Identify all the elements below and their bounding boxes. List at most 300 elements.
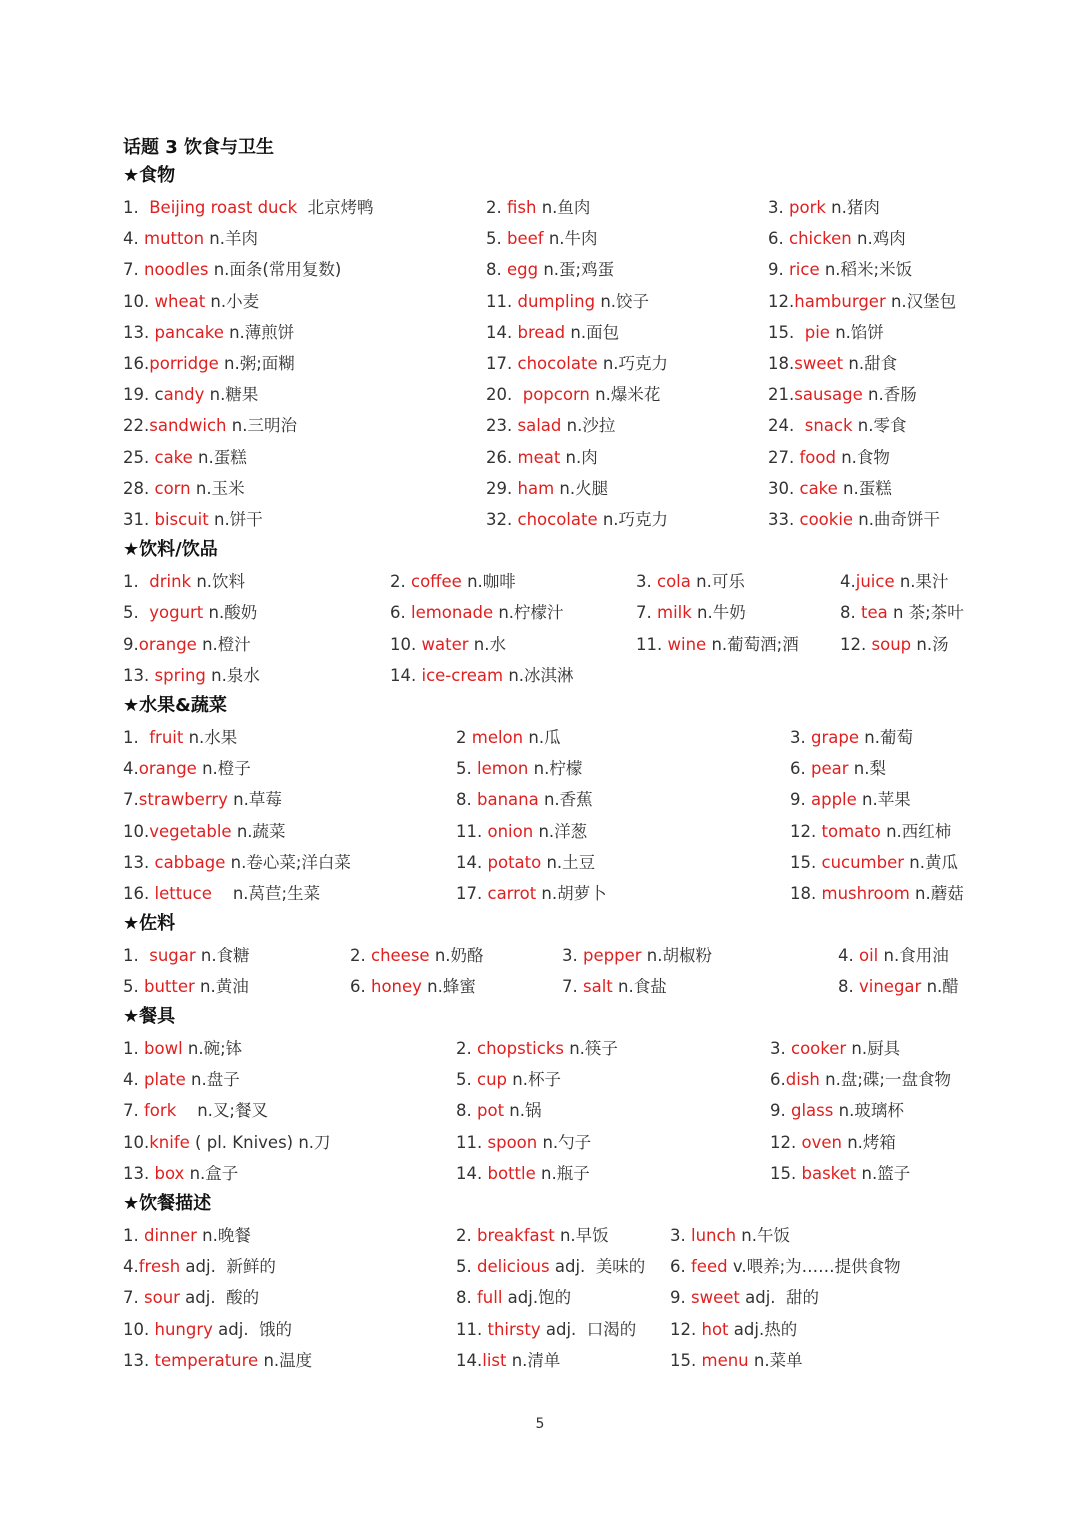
vocab-item <box>123 320 294 346</box>
vocab-meaning: n.烤箱 <box>841 1132 896 1152</box>
vocab-number: 8. <box>456 1101 477 1121</box>
vocab-item <box>768 476 892 502</box>
vocab-meaning: n.面条(常用复数) <box>208 260 342 280</box>
vocab-meaning: n.食盐 <box>612 977 667 997</box>
vocab-number: 23. <box>486 416 518 436</box>
vocab-item <box>790 756 886 782</box>
vocab-word: apple <box>811 790 857 810</box>
vocab-meaning: n.卷心菜;洋白菜 <box>225 852 351 872</box>
vocab-word: mutton <box>144 229 205 249</box>
vocab-meaning: n.碗;钵 <box>182 1039 243 1058</box>
vocab-meaning: adj. 甜的 <box>739 1288 820 1308</box>
section-heading: ★水果&蔬菜 <box>123 695 227 716</box>
vocab-meaning: n.面包 <box>565 322 620 342</box>
vocab-word: pear <box>811 759 849 779</box>
vocab-meaning: n.食用油 <box>878 946 949 965</box>
vocab-meaning: n.香蕉 <box>538 790 593 810</box>
vocab-meaning: n.爆米花 <box>589 385 661 405</box>
vocab-meaning: n.粥;面糊 <box>218 354 295 373</box>
vocab-word: full <box>477 1288 503 1308</box>
vocab-number: 2. <box>486 198 507 217</box>
vocab-item <box>670 1348 803 1374</box>
vocab-word: chopsticks <box>477 1039 564 1058</box>
vocab-item <box>768 382 917 408</box>
vocab-number: 7. <box>636 603 657 623</box>
vocab-meaning: n.果汁 <box>894 572 949 591</box>
vocab-meaning: n.葡萄酒;酒 <box>706 634 799 654</box>
vocab-meaning: n.羊肉 <box>204 229 258 249</box>
vocab-word: noodles <box>144 260 209 280</box>
vocab-number: 19. c <box>123 385 164 405</box>
vocab-item <box>840 600 964 626</box>
vocab-meaning: n.厨具 <box>846 1039 901 1058</box>
vocab-number: 13. <box>123 322 155 342</box>
vocab-item <box>456 1067 561 1093</box>
vocab-number: 11. <box>486 291 518 311</box>
vocab-word: glass <box>791 1101 834 1121</box>
vocab-meaning: n.香肠 <box>862 385 917 405</box>
vocab-number: 31. <box>123 510 155 529</box>
vocab-meaning: n.杯子 <box>507 1070 561 1090</box>
vocab-meaning: n.清单 <box>506 1350 561 1370</box>
vocab-item <box>790 787 911 813</box>
vocab-meaning: n.冰淇淋 <box>503 666 574 686</box>
vocab-meaning: n.水 <box>468 634 506 654</box>
vocab-item <box>838 943 949 969</box>
vocab-word: dish <box>785 1070 820 1090</box>
vocab-word: bowl <box>144 1039 183 1058</box>
vocab-item <box>123 413 297 439</box>
vocab-meaning: n.葡萄 <box>859 728 913 747</box>
vocab-meaning: n.肉 <box>560 447 598 467</box>
vocab-item <box>123 195 374 221</box>
vocab-item <box>123 569 245 595</box>
vocab-word: vinegar <box>859 977 922 997</box>
vocab-item <box>350 943 484 969</box>
vocab-item <box>790 850 958 876</box>
vocab-number: 11. <box>456 1319 488 1339</box>
vocab-word: menu <box>701 1350 749 1370</box>
vocab-item <box>770 1130 896 1156</box>
vocab-number: 4. <box>840 572 856 591</box>
vocab-meaning: 北京烤鸭 <box>297 198 374 217</box>
vocab-word: ham <box>517 478 555 498</box>
vocab-meaning: n.曲奇饼干 <box>853 510 941 529</box>
vocab-word: cooker <box>791 1039 847 1058</box>
vocab-item <box>123 351 295 377</box>
vocab-number: 26. <box>486 447 518 467</box>
vocab-meaning: n.西红柿 <box>880 821 952 841</box>
vocab-meaning: adj.热的 <box>728 1319 798 1339</box>
vocab-item <box>456 1036 618 1062</box>
vocab-meaning: n.橙子 <box>196 759 251 779</box>
vocab-item <box>123 1317 292 1343</box>
vocab-number: 29. <box>486 478 518 498</box>
vocab-meaning: adj. 美味的 <box>549 1257 646 1277</box>
vocab-item <box>456 1223 609 1249</box>
vocab-number: 6. <box>790 759 811 779</box>
vocab-number: 11. <box>456 1132 488 1152</box>
vocab-word: corn <box>154 478 191 498</box>
vocab-word: bottle <box>487 1163 536 1183</box>
vocab-meaning: n.柠檬汁 <box>493 603 564 623</box>
vocab-word: knife <box>149 1132 190 1152</box>
vocab-word: melon <box>471 728 524 747</box>
vocab-number: 6. <box>770 1070 786 1090</box>
vocab-meaning: adj. 口渴的 <box>540 1319 637 1339</box>
vocab-number: 5. <box>456 759 477 779</box>
vocab-meaning: n.蔬菜 <box>231 821 286 841</box>
vocab-word: spoon <box>487 1132 538 1152</box>
vocab-meaning: n.牛肉 <box>543 229 598 249</box>
vocab-meaning: n.玻璃杯 <box>833 1101 904 1121</box>
vocab-word: drink <box>149 572 192 591</box>
vocab-word: box <box>154 1163 185 1183</box>
vocab-meaning: n.醋 <box>921 977 959 997</box>
vocab-word: cake <box>799 478 838 498</box>
vocab-number: 2. <box>456 1039 477 1058</box>
vocab-item <box>123 663 260 689</box>
vocab-meaning: n.黄瓜 <box>904 852 958 872</box>
vocab-meaning: ( pl. Knives) n.刀 <box>189 1132 331 1152</box>
vocab-number: 1. <box>123 198 150 217</box>
vocab-item <box>768 226 906 252</box>
vocab-word: honey <box>371 977 422 997</box>
vocab-number: 1. <box>123 946 150 965</box>
vocab-meaning: n.鸡肉 <box>851 229 906 249</box>
vocab-word: beef <box>507 229 544 249</box>
vocab-word: hamburger <box>794 291 886 311</box>
vocab-meaning: n.盘;碟;一盘食物 <box>819 1070 951 1090</box>
vocab-number: 2 <box>456 728 472 747</box>
vocab-number: 32. <box>486 510 518 529</box>
vocab-item <box>390 663 574 689</box>
vocab-item <box>770 1067 951 1093</box>
vocab-number: 15. <box>790 852 822 872</box>
vocab-meaning: n.食物 <box>835 447 890 467</box>
vocab-word: ice-cream <box>421 666 504 686</box>
vocab-item <box>486 195 590 221</box>
vocab-meaning: n.猪肉 <box>825 198 880 217</box>
vocab-meaning: n.糖果 <box>204 385 259 405</box>
vocab-meaning: n.盘子 <box>185 1070 240 1090</box>
vocab-item <box>768 320 884 346</box>
vocab-meaning: adj. 酸的 <box>179 1288 260 1308</box>
vocab-meaning: n.食糖 <box>195 946 250 965</box>
section-heading: ★佐料 <box>123 913 176 934</box>
vocab-meaning: n.晚餐 <box>196 1226 251 1245</box>
vocab-word: lemon <box>477 759 529 779</box>
vocab-item <box>123 850 351 876</box>
vocab-item <box>123 787 282 813</box>
vocab-item <box>768 413 906 439</box>
vocab-number: 1. <box>123 572 150 591</box>
vocab-number: 9. <box>790 790 811 810</box>
vocab-word: rice <box>789 260 820 280</box>
vocab-meaning: n.稻米;米饭 <box>819 260 913 280</box>
vocab-item <box>123 226 258 252</box>
vocab-number: 30. <box>768 478 800 498</box>
vocab-meaning: n.温度 <box>258 1350 313 1370</box>
vocab-word: dinner <box>144 1226 197 1245</box>
vocab-number: 15. <box>768 322 805 342</box>
vocab-word: pie <box>804 322 830 342</box>
vocab-meaning: n.饮料 <box>191 572 246 591</box>
vocab-meaning: adj. 饿的 <box>212 1319 293 1339</box>
vocab-word: plate <box>144 1070 186 1090</box>
vocab-meaning: n.蜂蜜 <box>421 977 476 997</box>
vocab-meaning: n.蛋糕 <box>192 447 247 467</box>
vocab-meaning: n.三明治 <box>226 416 297 436</box>
vocab-word: cake <box>154 447 193 467</box>
vocab-item <box>670 1285 819 1311</box>
vocab-meaning: n.沙拉 <box>561 416 616 436</box>
vocab-item <box>123 507 263 533</box>
vocab-number: 12. <box>670 1319 702 1339</box>
vocab-number: 15. <box>770 1163 802 1183</box>
vocab-item <box>456 1285 571 1311</box>
vocab-meaning: n.巧克力 <box>597 354 669 373</box>
vocab-item <box>486 289 649 315</box>
vocab-item <box>456 850 595 876</box>
vocab-number: 6. <box>390 603 411 623</box>
vocab-word: cheese <box>371 946 430 965</box>
vocab-number: 11. <box>636 634 668 654</box>
vocab-number: 14. <box>486 322 518 342</box>
vocab-word: sweet <box>794 354 844 373</box>
vocab-item <box>768 445 890 471</box>
vocab-number: 14. <box>456 1163 488 1183</box>
vocab-word: basket <box>801 1163 857 1183</box>
vocab-item <box>770 1098 904 1124</box>
vocab-word: salt <box>583 977 613 997</box>
vocab-meaning: n.叉;餐叉 <box>176 1101 268 1121</box>
vocab-item <box>390 600 564 626</box>
vocab-item <box>123 600 257 626</box>
vocab-number: 12. <box>768 291 795 311</box>
vocab-word: list <box>482 1350 507 1370</box>
vocab-number: 4. <box>123 1070 144 1090</box>
vocab-number: 5. <box>123 603 150 623</box>
vocab-item <box>670 1317 797 1343</box>
vocab-number: 22. <box>123 416 150 436</box>
vocab-item <box>456 1130 591 1156</box>
vocab-number: 11. <box>456 821 488 841</box>
vocab-number: 7. <box>123 260 144 280</box>
page-title: 话题 3 饮食与卫生 <box>123 137 275 158</box>
vocab-meaning: n.甜食 <box>843 354 898 373</box>
vocab-word: hot <box>701 1319 729 1339</box>
vocab-item <box>486 413 615 439</box>
vocab-word: cookie <box>799 510 854 529</box>
vocab-item <box>123 1348 312 1374</box>
vocab-item <box>123 632 251 658</box>
vocab-number: 16. <box>123 884 155 903</box>
vocab-word: dumpling <box>517 291 596 311</box>
vocab-item <box>456 1161 590 1187</box>
vocab-item <box>123 1161 238 1187</box>
vocab-number: 4. <box>123 759 139 779</box>
vocab-item <box>486 476 608 502</box>
vocab-word: mushroom <box>821 884 910 903</box>
vocab-number: 24. <box>768 416 805 436</box>
vocab-item <box>456 1317 636 1343</box>
vocab-word: cabbage <box>154 852 226 872</box>
vocab-meaning: n.午饭 <box>736 1226 790 1245</box>
vocab-number: 3. <box>770 1039 791 1058</box>
vocab-item <box>768 507 940 533</box>
vocab-word: temperature <box>154 1350 259 1370</box>
vocab-number: 8. <box>456 790 477 810</box>
vocab-number: 5. <box>456 1070 477 1090</box>
vocab-word: tomato <box>821 821 881 841</box>
vocab-item <box>770 1161 910 1187</box>
vocab-number: 16. <box>123 354 150 373</box>
vocab-number: 6. <box>670 1257 691 1277</box>
vocab-meaning: n.饼干 <box>208 510 263 529</box>
vocab-word: oil <box>859 946 879 965</box>
vocab-number: 6. <box>768 229 789 249</box>
vocab-number: 2. <box>350 946 371 965</box>
vocab-number: 28. <box>123 478 155 498</box>
vocab-number: 10. <box>123 1319 155 1339</box>
vocab-word: coffee <box>411 572 462 591</box>
vocab-word: breakfast <box>477 1226 555 1245</box>
vocab-meaning: n.瓜 <box>523 728 561 747</box>
vocab-number: 4. <box>123 1257 139 1277</box>
vocab-word: onion <box>487 821 534 841</box>
vocab-meaning: n.酸奶 <box>203 603 258 623</box>
vocab-number: 3. <box>768 198 789 217</box>
vocab-number: 4. <box>123 229 144 249</box>
vocab-word: grape <box>811 728 859 747</box>
vocab-number: 6. <box>350 977 371 997</box>
vocab-word: carrot <box>487 884 537 903</box>
vocab-word: cucumber <box>821 852 905 872</box>
vocab-number: 8. <box>840 603 861 623</box>
vocab-item <box>790 881 964 907</box>
vocab-word: pancake <box>154 322 224 342</box>
vocab-number: 14. <box>456 1350 483 1370</box>
vocab-meaning: n.瓶子 <box>535 1163 590 1183</box>
section-heading: ★餐具 <box>123 1006 176 1027</box>
vocab-number: 7. <box>123 790 139 810</box>
vocab-word: biscuit <box>154 510 209 529</box>
vocab-number: 12. <box>770 1132 802 1152</box>
vocab-word: vegetable <box>149 821 232 841</box>
vocab-word: pepper <box>583 946 642 965</box>
vocab-number: 9. <box>768 260 789 280</box>
vocab-word: delicious <box>477 1257 550 1277</box>
vocab-word: orange <box>138 634 197 654</box>
vocab-number: 15. <box>670 1350 702 1370</box>
vocab-word: yogurt <box>149 603 204 623</box>
vocab-word: chicken <box>789 229 852 249</box>
vocab-item <box>768 195 880 221</box>
vocab-meaning: n.汉堡包 <box>885 291 957 311</box>
vocab-item <box>456 881 607 907</box>
vocab-meaning: n.火腿 <box>554 478 609 498</box>
vocab-item <box>456 787 593 813</box>
vocab-meaning: n.小麦 <box>205 291 260 311</box>
vocab-item <box>123 445 247 471</box>
vocab-item <box>390 632 506 658</box>
vocab-meaning: n.鱼肉 <box>536 198 591 217</box>
vocab-item <box>486 445 598 471</box>
vocab-meaning: n.土豆 <box>541 852 596 872</box>
vocab-number: 17. <box>456 884 488 903</box>
vocab-word: fruit <box>149 728 184 747</box>
vocab-meaning: n.可乐 <box>690 572 745 591</box>
vocab-meaning: n.饺子 <box>595 291 650 311</box>
vocab-item <box>636 632 799 658</box>
vocab-number: 33. <box>768 510 800 529</box>
vocab-item <box>123 1223 251 1249</box>
vocab-word: sweet <box>691 1288 740 1308</box>
vocab-word: fresh <box>138 1257 181 1277</box>
vocab-word: sausage <box>794 385 863 405</box>
vocab-item <box>456 725 561 751</box>
vocab-meaning: n.蘑菇 <box>909 884 964 903</box>
vocab-meaning: n.梨 <box>848 759 886 779</box>
vocab-word: snack <box>804 416 853 436</box>
vocab-item <box>790 819 951 845</box>
vocab-meaning: n.苹果 <box>856 790 911 810</box>
vocab-meaning: n.洋葱 <box>533 821 588 841</box>
vocab-item <box>456 756 582 782</box>
vocab-item <box>123 943 250 969</box>
vocab-word: bread <box>517 322 566 342</box>
vocab-item <box>123 1130 331 1156</box>
vocab-item <box>123 382 258 408</box>
vocab-meaning: n.水果 <box>183 728 238 747</box>
vocab-word: tea <box>861 603 888 623</box>
vocab-word: orange <box>138 759 197 779</box>
vocab-word: sandwich <box>149 416 227 436</box>
vocab-word: banana <box>477 790 539 810</box>
vocab-word: wine <box>667 634 707 654</box>
vocab-word: pot <box>477 1101 505 1121</box>
vocab-word: meat <box>517 447 561 467</box>
vocab-word: cola <box>657 572 691 591</box>
vocab-meaning: v.喂养;为……提供食物 <box>727 1257 901 1277</box>
vocab-number: 3. <box>790 728 811 747</box>
vocab-meaning: n.胡萝卜 <box>536 884 607 903</box>
vocab-number: 8. <box>838 977 859 997</box>
vocab-item <box>390 569 516 595</box>
vocab-meaning: n.零食 <box>852 416 907 436</box>
vocab-item <box>123 476 245 502</box>
vocab-item <box>123 819 286 845</box>
vocab-word: fork <box>144 1101 177 1121</box>
vocab-meaning: n.黄油 <box>194 977 249 997</box>
vocab-item <box>456 1254 645 1280</box>
vocab-number: 1. <box>123 728 150 747</box>
section-heading: ★饮餐描述 <box>123 1193 212 1214</box>
vocab-number: 12. <box>840 634 872 654</box>
vocab-meaning: n.牛奶 <box>691 603 746 623</box>
vocab-number: 5. <box>123 977 144 997</box>
vocab-word: sugar <box>149 946 196 965</box>
vocab-meaning: n.胡椒粉 <box>641 946 712 965</box>
vocab-item <box>768 351 897 377</box>
vocab-meaning: n.薄煎饼 <box>223 322 295 342</box>
vocab-meaning: adj.饱的 <box>502 1288 572 1308</box>
vocab-number: 8. <box>486 260 507 280</box>
vocab-item <box>123 1036 242 1062</box>
vocab-number: 10. <box>123 291 155 311</box>
vocab-meaning: n.篮子 <box>856 1163 911 1183</box>
